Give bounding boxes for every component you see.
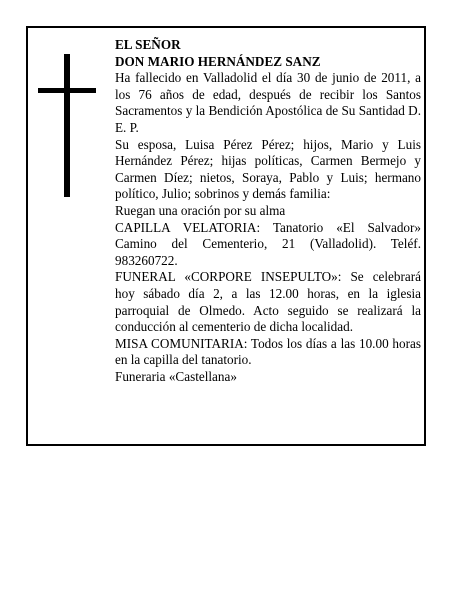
- cross-vertical-bar: [64, 54, 70, 197]
- funeral-home: Funeraria «Castellana»: [115, 368, 237, 384]
- obituary-text: [115, 37, 421, 385]
- family-list: Su esposa, Luisa Pérez Pérez; hijos, Mario y Luis Hernández Pérez; hijas políticas, Carmen Bermejo y Carmen Díez; nietos, Soraya, Pablo y Luis; hermano político, Julio; sobrinos y demás familia:: [115, 136, 421, 202]
- funeral-info: FUNERAL «CORPORE INSEPULTO»: Se celebrará hoy sábado día 2, a las 12.00 horas, en la iglesia parroquial de Olmedo. Acto seguido se realizará la conducción al cementerio de dicha localidad.: [115, 269, 421, 335]
- mass-info: MISA COMUNITARIA: Todos los días a las 10.00 horas en la capilla del tanatorio.: [115, 335, 421, 368]
- prayer-request: Ruegan una oración por su alma: [115, 202, 286, 218]
- death-announcement: Ha fallecido en Valladolid el día 30 de junio de 2011, a los 76 años de edad, después de recibir los Santos Sacramentos y la Bendición Apostólica de Su Santidad D. E. P.: [115, 70, 421, 135]
- cross-horizontal-bar: [38, 88, 96, 93]
- deceased-name: DON MARIO HERNÁNDEZ SANZ: [115, 53, 321, 69]
- heading-line-1: EL SEÑOR: [115, 37, 181, 52]
- chapel-info: CAPILLA VELATORIA: Tanatorio «El Salvador» Camino del Cementerio, 21 (Valladolid). Teléf. 983260722.: [115, 219, 421, 268]
